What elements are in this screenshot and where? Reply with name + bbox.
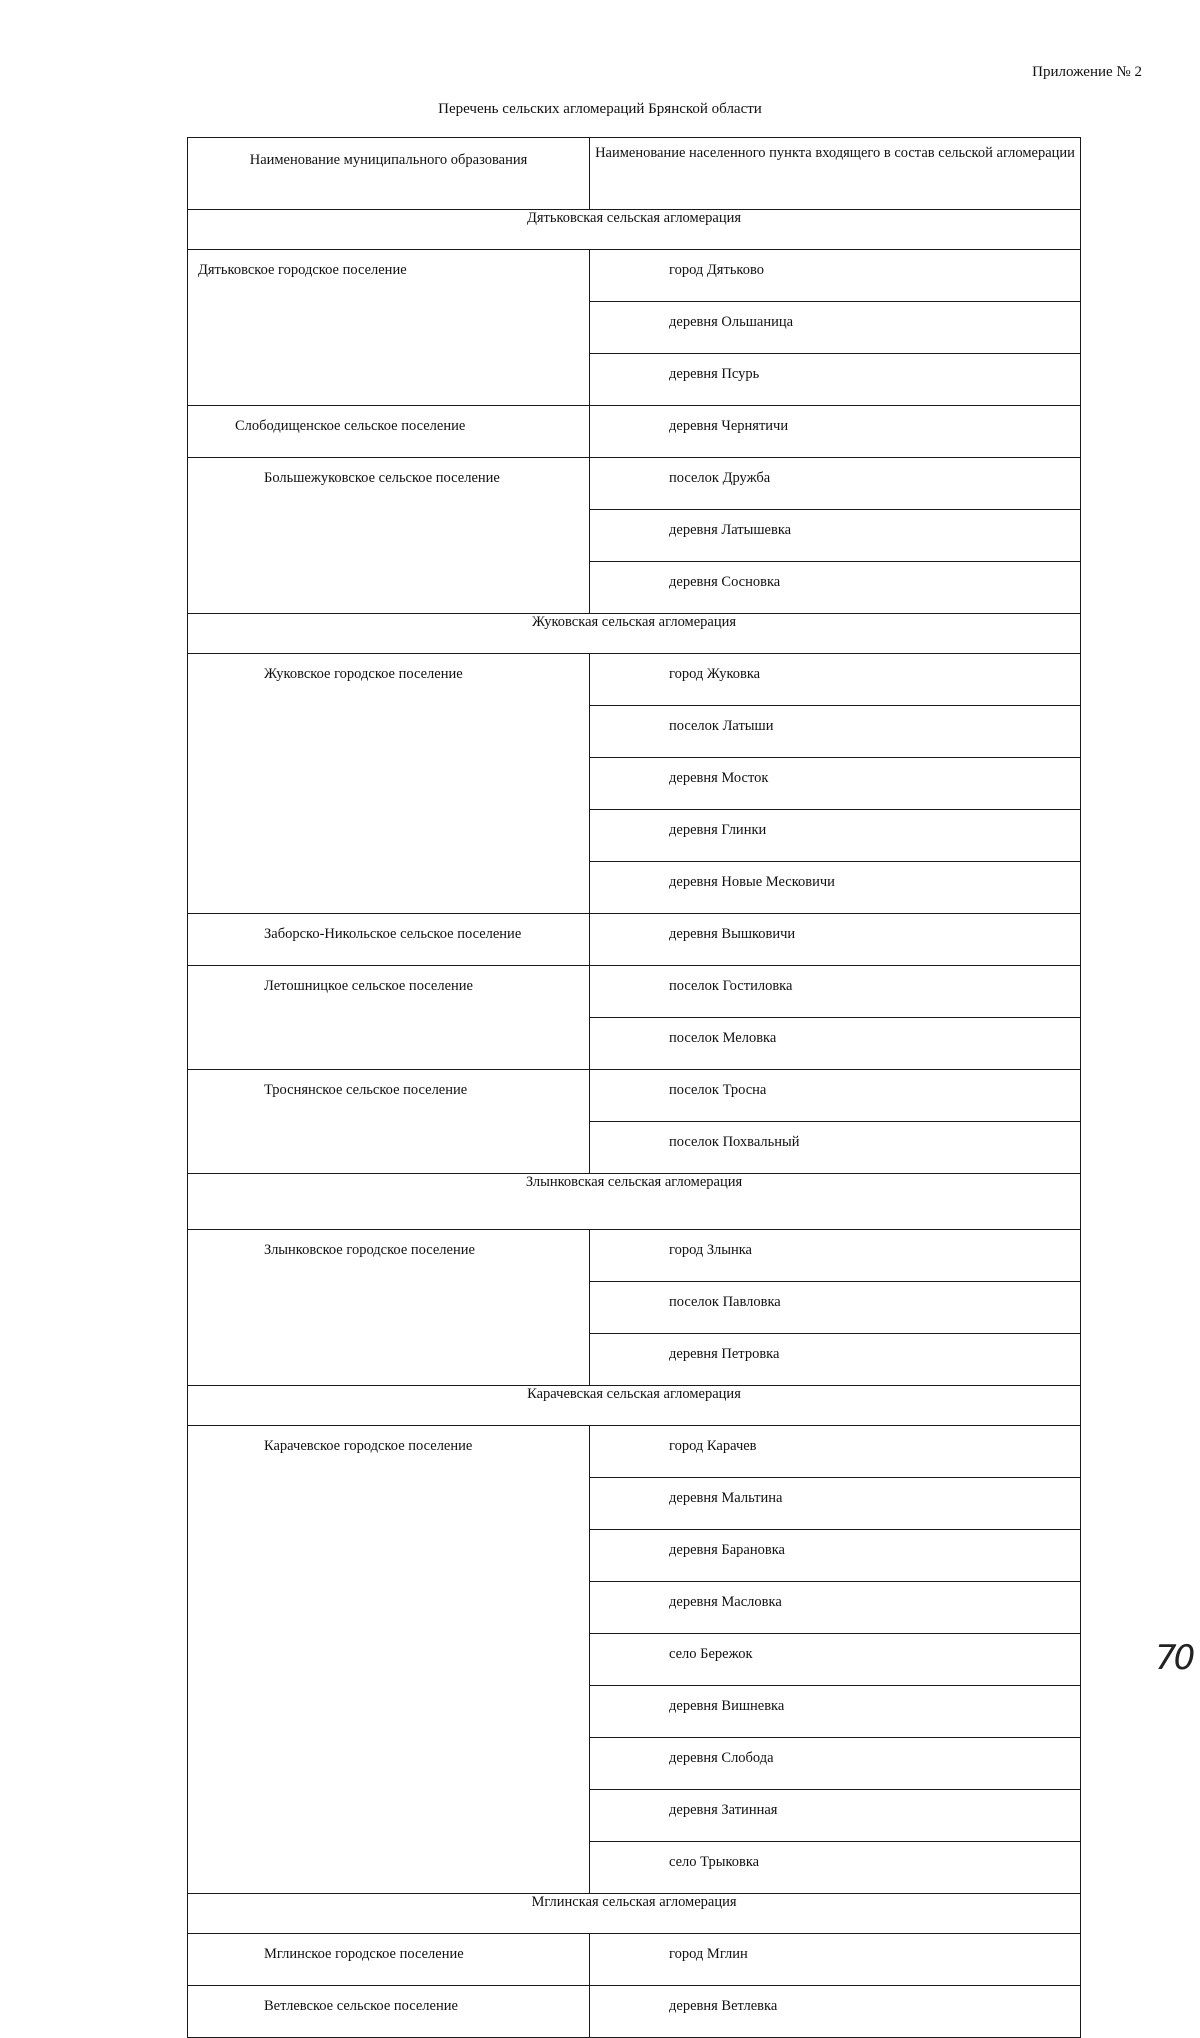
table-row bbox=[188, 458, 1081, 510]
agglomeration-name: Жуковская сельская агломерация bbox=[188, 614, 1081, 654]
document-title: Перечень сельских агломераций Брянской области bbox=[438, 101, 762, 117]
settlement-name: город Жуковка bbox=[590, 654, 1081, 706]
municipality-name: Троснянское сельское поселение bbox=[188, 1070, 590, 1174]
table-row bbox=[188, 1986, 1081, 2038]
municipality-name: Дятьковское городское поселение bbox=[188, 250, 590, 406]
annex-label: Приложение № 2 bbox=[1032, 64, 1142, 80]
agglomeration-row bbox=[188, 1386, 1081, 1426]
table-row bbox=[188, 1070, 1081, 1122]
agglomeration-name: Дятьковская сельская агломерация bbox=[188, 210, 1081, 250]
settlement-name: деревня Слобода bbox=[590, 1738, 1081, 1790]
column-header-municipality: Наименование муниципального образования bbox=[188, 138, 590, 210]
settlement-name: деревня Латышевка bbox=[590, 510, 1081, 562]
agglomeration-name: Карачевская сельская агломерация bbox=[188, 1386, 1081, 1426]
table-row bbox=[188, 966, 1081, 1018]
settlement-name: город Злынка bbox=[590, 1230, 1081, 1282]
settlement-name: деревня Ветлевка bbox=[590, 1986, 1081, 2038]
settlement-name: деревня Вишневка bbox=[590, 1686, 1081, 1738]
agglomeration-name: Злынковская сельская агломерация bbox=[188, 1174, 1081, 1230]
agglomeration-row bbox=[188, 210, 1081, 250]
settlement-name: поселок Латыши bbox=[590, 706, 1081, 758]
municipality-name: Большежуковское сельское поселение bbox=[188, 458, 590, 614]
settlement-name: поселок Меловка bbox=[590, 1018, 1081, 1070]
settlement-name: деревня Затинная bbox=[590, 1790, 1081, 1842]
settlement-name: поселок Павловка bbox=[590, 1282, 1081, 1334]
table-row bbox=[188, 250, 1081, 302]
settlement-name: деревня Масловка bbox=[590, 1582, 1081, 1634]
settlement-name: деревня Новые Месковичи bbox=[590, 862, 1081, 914]
agglomeration-row bbox=[188, 1894, 1081, 1934]
settlement-name: деревня Псурь bbox=[590, 354, 1081, 406]
municipality-name: Жуковское городское поселение bbox=[188, 654, 590, 914]
settlement-name: село Трыковка bbox=[590, 1842, 1081, 1894]
municipality-name: Злынковское городское поселение bbox=[188, 1230, 590, 1386]
settlement-name: город Карачев bbox=[590, 1426, 1081, 1478]
settlement-name: деревня Ольшаница bbox=[590, 302, 1081, 354]
table-row bbox=[188, 654, 1081, 706]
table-row bbox=[188, 914, 1081, 966]
municipality-name: Мглинское городское поселение bbox=[188, 1934, 590, 1986]
agglomeration-row bbox=[188, 614, 1081, 654]
municipality-name: Заборско-Никольское сельское поселение bbox=[188, 914, 590, 966]
agglomeration-table bbox=[187, 137, 1081, 2038]
settlement-name: поселок Гостиловка bbox=[590, 966, 1081, 1018]
settlement-name: город Дятьково bbox=[590, 250, 1081, 302]
settlement-name: деревня Мосток bbox=[590, 758, 1081, 810]
settlement-name: село Бережок bbox=[590, 1634, 1081, 1686]
settlement-name: деревня Глинки bbox=[590, 810, 1081, 862]
settlement-name: деревня Чернятичи bbox=[590, 406, 1081, 458]
table-header-row bbox=[188, 138, 1081, 210]
settlement-name: деревня Сосновка bbox=[590, 562, 1081, 614]
table-row bbox=[188, 1230, 1081, 1282]
agglomeration-row bbox=[188, 1174, 1081, 1230]
settlement-name: деревня Вышковичи bbox=[590, 914, 1081, 966]
page-number: 70 bbox=[1155, 1638, 1193, 1678]
municipality-name: Ветлевское сельское поселение bbox=[188, 1986, 590, 2038]
settlement-name: деревня Барановка bbox=[590, 1530, 1081, 1582]
settlement-name: поселок Тросна bbox=[590, 1070, 1081, 1122]
column-header-settlement: Наименование населенного пункта входящего в состав сельской агломерации bbox=[590, 138, 1081, 210]
municipality-name: Слободищенское сельское поселение bbox=[188, 406, 590, 458]
table-body bbox=[188, 138, 1081, 2038]
settlement-name: город Мглин bbox=[590, 1934, 1081, 1986]
settlement-name: деревня Петровка bbox=[590, 1334, 1081, 1386]
table-row bbox=[188, 1934, 1081, 1986]
municipality-name: Карачевское городское поселение bbox=[188, 1426, 590, 1894]
settlement-name: деревня Мальтина bbox=[590, 1478, 1081, 1530]
municipality-name: Летошницкое сельское поселение bbox=[188, 966, 590, 1070]
settlement-name: поселок Дружба bbox=[590, 458, 1081, 510]
agglomeration-name: Мглинская сельская агломерация bbox=[188, 1894, 1081, 1934]
table-row bbox=[188, 406, 1081, 458]
table-row bbox=[188, 1426, 1081, 1478]
settlement-name: поселок Похвальный bbox=[590, 1122, 1081, 1174]
